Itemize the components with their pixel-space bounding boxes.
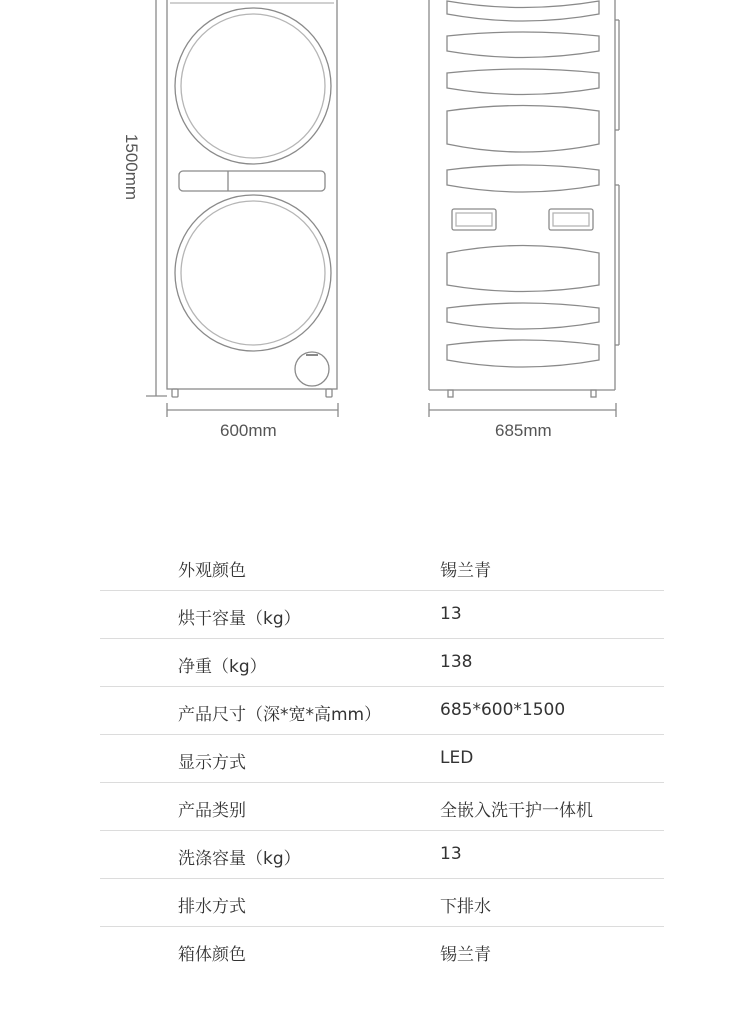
spec-label: 排水方式 xyxy=(178,897,246,917)
spec-table xyxy=(100,543,664,974)
spec-label: 产品尺寸（深*宽*高mm） xyxy=(178,705,382,725)
spec-label: 产品类别 xyxy=(178,801,246,821)
side-handle-left xyxy=(452,209,496,230)
spec-value: 全嵌入洗干护一体机 xyxy=(440,801,593,821)
spec-row-cabinet-color xyxy=(100,927,664,974)
spec-label: 洗涤容量（kg） xyxy=(178,849,301,869)
spec-value: 13 xyxy=(440,604,462,624)
width-dimension-line xyxy=(167,403,338,417)
height-dimension-line xyxy=(146,0,167,396)
height-dimension-label: 1500mm xyxy=(122,133,141,201)
front-view xyxy=(167,0,337,397)
depth-dimension-label: 685mm xyxy=(495,421,552,440)
product-dimension-diagram xyxy=(0,0,750,470)
spec-label: 外观颜色 xyxy=(178,561,246,581)
knob-icon xyxy=(295,352,329,386)
spec-value: 锡兰青 xyxy=(440,945,491,965)
depth-dimension-line xyxy=(429,403,616,417)
spec-label: 净重（kg） xyxy=(178,657,267,677)
spec-row-drying-capacity xyxy=(100,591,664,639)
side-view xyxy=(429,0,619,397)
width-dimension-label: 600mm xyxy=(220,421,277,440)
spec-row-washing-capacity xyxy=(100,831,664,879)
side-handle-right xyxy=(549,209,593,230)
spec-row-net-weight xyxy=(100,639,664,687)
spec-label: 箱体颜色 xyxy=(178,945,246,965)
spec-row-display-type xyxy=(100,735,664,783)
spec-value: 13 xyxy=(440,844,462,864)
spec-value: 685*600*1500 xyxy=(440,700,566,720)
bottom-drum-door xyxy=(175,195,331,351)
spec-label: 显示方式 xyxy=(178,753,246,773)
spec-row-appearance-color xyxy=(100,543,664,591)
spec-value: 138 xyxy=(440,652,473,672)
spec-row-product-category xyxy=(100,783,664,831)
control-panel xyxy=(179,171,325,191)
spec-row-product-size xyxy=(100,687,664,735)
top-drum-door xyxy=(175,8,331,164)
spec-row-drainage-type xyxy=(100,879,664,927)
spec-value: 下排水 xyxy=(440,897,491,917)
spec-label: 烘干容量（kg） xyxy=(178,609,301,629)
spec-value: 锡兰青 xyxy=(440,561,491,581)
spec-value: LED xyxy=(440,748,474,768)
